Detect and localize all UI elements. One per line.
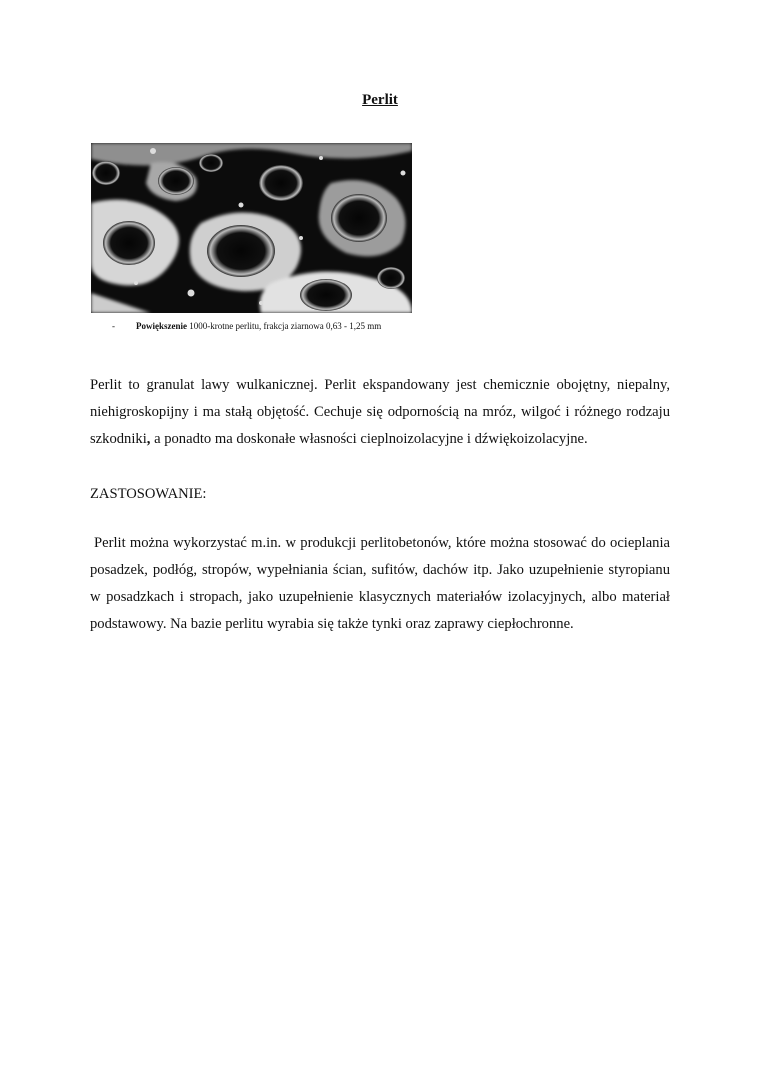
intro-text-part2: a ponadto ma doskonałe własności cieplnoizolacyjne i dźwiękoizolacyjne.: [150, 431, 588, 447]
caption-bold-text: Powiększenie: [136, 321, 187, 331]
application-paragraph: [90, 530, 670, 638]
image-caption: [112, 321, 381, 331]
caption-bullet: -: [112, 321, 115, 331]
section-heading: ZASTOSOWANIE:: [90, 486, 207, 502]
page-title: Perlit: [362, 92, 398, 108]
intro-paragraph: [90, 372, 670, 453]
caption-text: 1000-krotne perlitu, frakcja ziarnowa 0,63 - 1,25 mm: [187, 321, 382, 331]
perlite-micrograph-image: [91, 143, 412, 313]
application-text: Perlit można wykorzystać m.in. w produkcji perlitobetonów, które można stosować do ocieplania posadzek, podłóg, stropów, wypełniania ścian, sufitów, dachów itp. Jako uzupełnienie styropianu w posadzkach i stropach, jako uzupełnienie klasycznych materiałów izolacyjnych, albo materiał podstawowy. Na bazie perlitu wyrabia się także tynki oraz zaprawy ciepłochronne.: [90, 535, 670, 632]
intro-text-part1: Perlit to granulat lawy wulkanicznej. Perlit ekspandowany jest chemicznie obojętny, niepalny, niehigroskopijny i ma stałą objętość. Cechuje się odpornością na mróz, wilgoć i różnego rodzaju szkodniki: [90, 377, 670, 447]
intro-bold-comma: ,: [146, 431, 151, 447]
